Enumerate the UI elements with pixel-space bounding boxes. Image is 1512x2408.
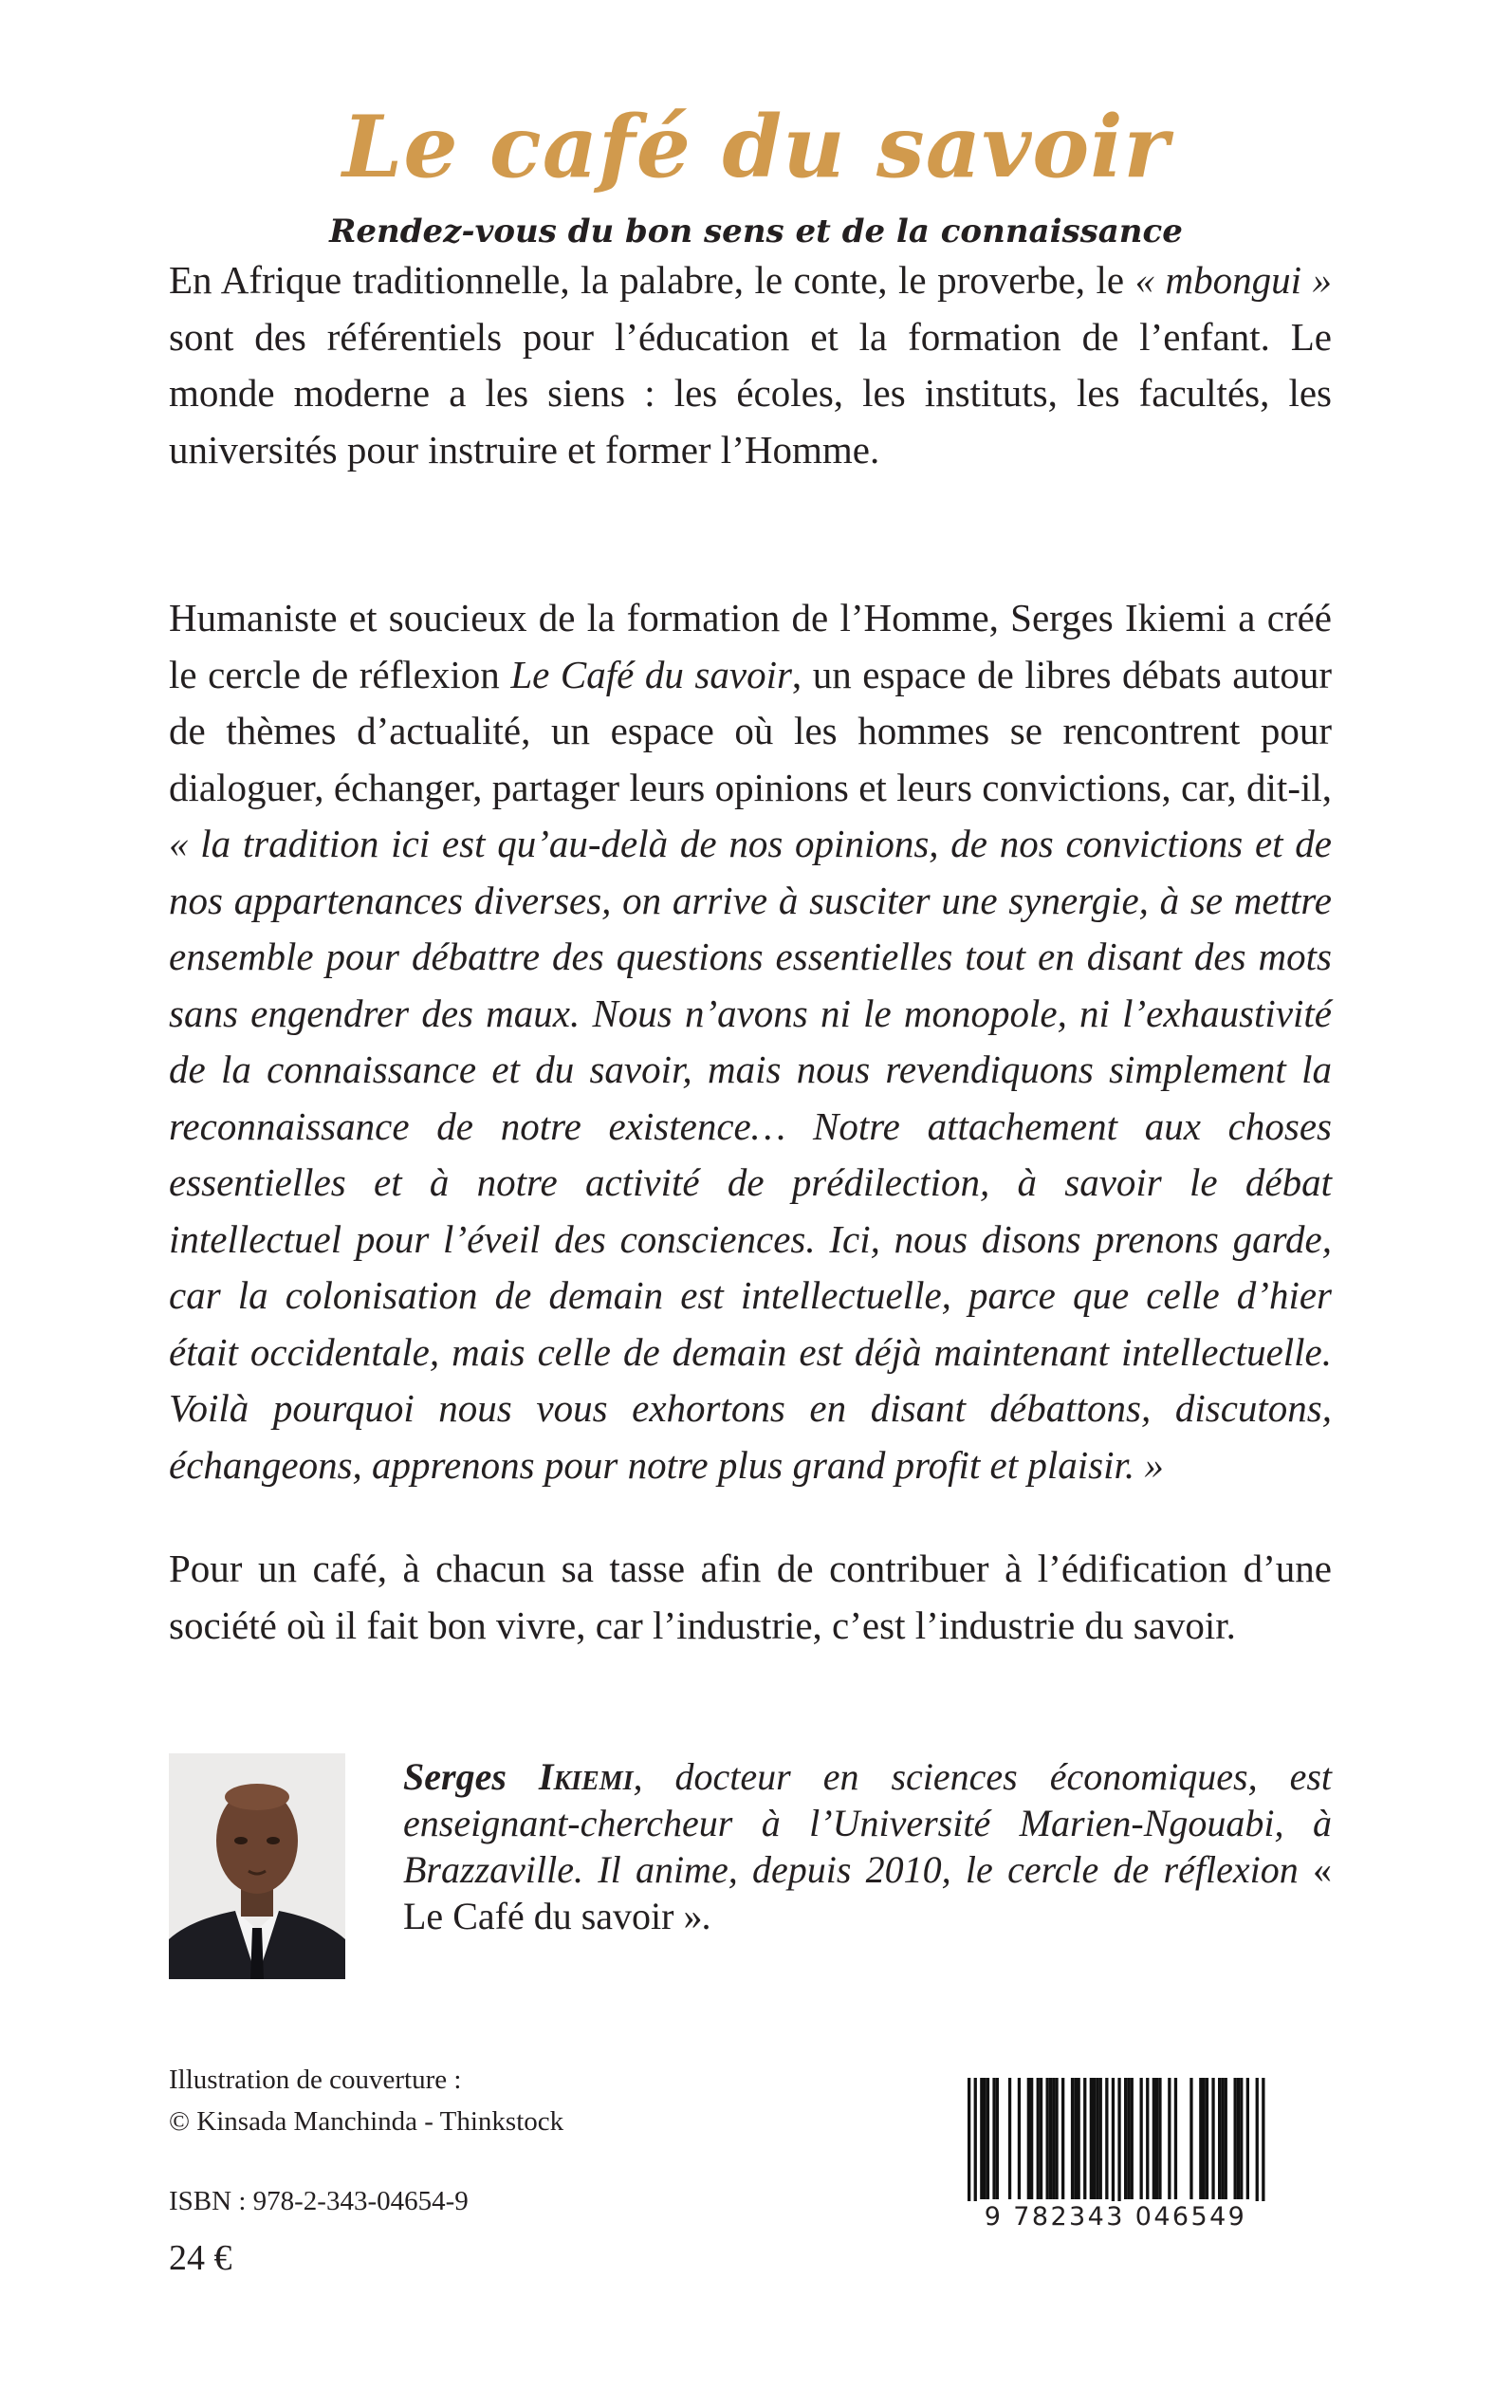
cover-credit-source: © Kinsada Manchinda - Thinkstock <box>169 2106 564 2137</box>
description-paragraph <box>169 590 1332 1493</box>
barcode-bar <box>1078 2078 1080 2199</box>
barcode-bar <box>1146 2078 1149 2199</box>
barcode-bar <box>1027 2078 1030 2199</box>
barcode-bar <box>1225 2078 1227 2199</box>
author-first-name: Serges <box>403 1755 507 1798</box>
barcode-bar <box>1124 2078 1127 2199</box>
book-subtitle: Rendez-vous du bon sens et de la connaissance <box>329 213 1183 250</box>
barcode-bar <box>984 2078 986 2199</box>
barcode-bar <box>1221 2078 1224 2199</box>
intro-text-start: En Afrique traditionnelle, la palabre, le conte, le proverbe, le <box>169 258 1135 302</box>
author-portrait-icon <box>169 1753 345 1979</box>
price: 24 € <box>169 2238 232 2278</box>
barcode-bar <box>1256 2078 1259 2220</box>
barcode-bar <box>1246 2078 1249 2199</box>
intro-term-mbongui: « mbongui » <box>1134 258 1332 302</box>
barcode-bar <box>1008 2078 1011 2199</box>
barcode-bar <box>1018 2078 1021 2199</box>
barcode-bar <box>1234 2078 1237 2199</box>
barcode-bar <box>1240 2078 1243 2199</box>
barcode-bar <box>1152 2078 1155 2199</box>
barcode-bar <box>974 2078 977 2220</box>
barcode-bar <box>1046 2078 1049 2199</box>
barcode-bar <box>980 2078 983 2199</box>
barcode-bar <box>992 2078 995 2199</box>
description-circle-name: Le Café du savoir <box>510 652 792 696</box>
barcode-bar <box>1237 2078 1240 2199</box>
barcode-bar <box>1127 2078 1130 2199</box>
intro-text-end: sont des référentiels pour l’éducation et la formation de l’enfant. Le monde moderne a les siens : les écoles, les instituts, les facultés, les universités pour instruire et former l’Homme. <box>169 314 1332 472</box>
barcode-bar <box>1040 2078 1042 2199</box>
barcode-bar <box>1030 2078 1033 2199</box>
barcode-bar <box>1093 2078 1096 2199</box>
barcode-bar <box>1074 2078 1077 2199</box>
barcode-bar <box>996 2078 999 2199</box>
barcode-icon <box>939 2078 1292 2277</box>
barcode-bar <box>1211 2078 1214 2199</box>
barcode-bar <box>1189 2078 1192 2199</box>
barcode-bar <box>1071 2078 1074 2199</box>
author-bio-end: . <box>702 1895 712 1937</box>
author-bio-text: , docteur en sciences économiques, est enseignant-chercheur à l’Université Marien-Ngouabi, à Brazzaville. Il anime, depuis 2010, le cercle de réflexion <box>403 1755 1333 1891</box>
author-last-name: Ikiemi <box>538 1755 634 1798</box>
barcode-bar <box>1049 2078 1052 2199</box>
cover-credit <box>169 2059 563 2142</box>
barcode-bar <box>1096 2078 1098 2199</box>
barcode-bar <box>1218 2078 1221 2199</box>
isbn: ISBN : 978-2-343-04654-9 <box>169 2186 469 2216</box>
closing-paragraph: Pour un café, à chacun sa tasse afin de contribuer à l’édification d’une société où il fait bon vivre, car l’industrie, c’est l’industrie du savoir. <box>169 1547 1332 1647</box>
barcode-bar <box>1061 2078 1064 2199</box>
barcode-bar <box>1174 2078 1177 2199</box>
intro-paragraph <box>169 252 1332 478</box>
barcode-digits: 9 782343 046549 <box>939 2201 1292 2233</box>
barcode-bar <box>1206 2078 1208 2199</box>
barcode-bar <box>1131 2078 1134 2199</box>
description-quote: « la tradition ici est qu’au-delà de nos opinions, de nos convictions et de nos appartenances diverses, on arrive à susciter une synergie, à se mettre ensemble pour débattre des questions essentielles tout en disant des mots sans engendrer des maux. Nous n’avons ni le monopole, ni l’exhaustivité de la connaissance et du savoir, mais nous revendiquons simplement la reconnaissance de notre existence… Notre attachement aux choses essentielles et à notre activité de prédilection, à savoir le débat intellectuel pour l’éveil des consciences. Ici, nous disons prenons garde, car la colonisation de demain est intellectuelle, parce que celle d’hier était occidentale, mais celle de demain est déjà maintenant intellectuelle. Voilà pourquoi nous vous exhortons en disant débattons, discutons, échangeons, apprenons pour notre plus grand profit et plaisir. » <box>169 822 1332 1487</box>
barcode-bar <box>986 2078 989 2199</box>
barcode-bar <box>1083 2078 1086 2199</box>
barcode-bar <box>1262 2078 1264 2220</box>
barcode-bar <box>1203 2078 1206 2199</box>
barcode-bar <box>1168 2078 1171 2199</box>
barcode-bar <box>1052 2078 1055 2199</box>
barcode-bar <box>1105 2078 1108 2199</box>
barcode-bar <box>968 2078 970 2220</box>
barcode-bar <box>1158 2078 1161 2199</box>
barcode-bar <box>1099 2078 1102 2199</box>
barcode-bar <box>1155 2078 1158 2199</box>
barcode-bar <box>1140 2078 1143 2199</box>
barcode-bar <box>1037 2078 1040 2199</box>
author-bio-circle: « Le Café du savoir » <box>403 1848 1332 1937</box>
barcode-bar <box>1090 2078 1093 2199</box>
author-bio <box>403 1753 1332 1939</box>
cover-credit-label: Illustration de couverture : <box>169 2065 462 2095</box>
book-title: Le café du savoir <box>342 97 1170 197</box>
description-text-start: Humaniste et soucieux de la formation de l’Homme, Serges Ikiemi a créé le cercle de réflexion <box>169 596 1332 696</box>
author-photo <box>169 1753 345 1979</box>
barcode-bar <box>1055 2078 1058 2199</box>
barcode-bar <box>1112 2078 1115 2220</box>
description-text-middle: , un espace de libres débats autour de thèmes d’actualité, un espace où les hommes se rencontrent pour dialoguer, échanger, partager leurs opinions et leurs convictions, car, dit-il, <box>169 652 1332 809</box>
barcode-bar <box>1117 2078 1120 2220</box>
barcode-bar <box>1199 2078 1202 2199</box>
